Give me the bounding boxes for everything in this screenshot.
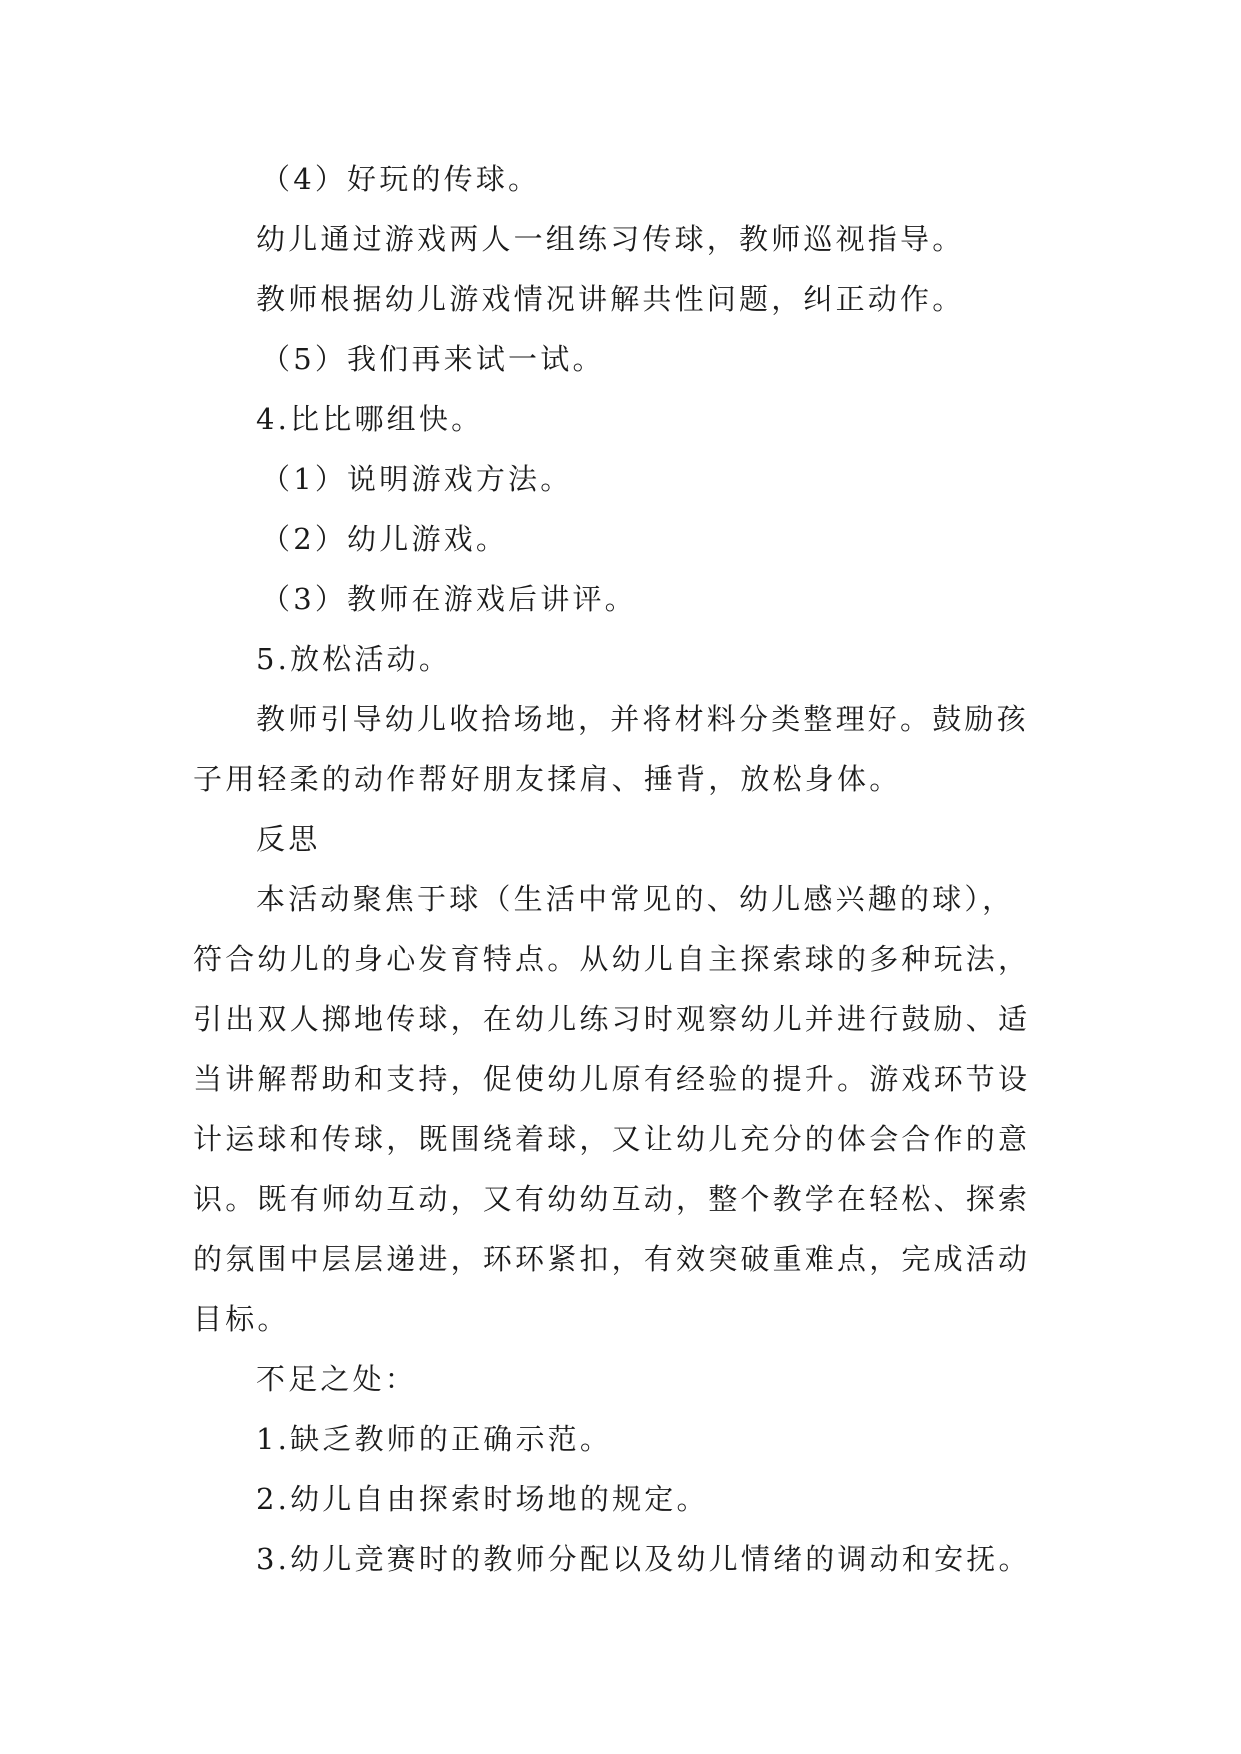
list-item: 1.缺乏教师的正确示范。 bbox=[256, 1422, 613, 1456]
section-heading: 4.比比哪组快。 bbox=[256, 402, 484, 436]
subsection-heading: （4）好玩的传球。 bbox=[261, 162, 541, 196]
paragraph-line: 教师引导幼儿收拾场地，并将材料分类整理好。鼓励孩 bbox=[256, 702, 1029, 736]
paragraph-line: 识。既有师幼互动，又有幼幼互动，整个教学在轻松、探索 bbox=[193, 1182, 1031, 1216]
paragraph-line: 子用轻柔的动作帮好朋友揉肩、捶背，放松身体。 bbox=[193, 762, 902, 796]
paragraph-line: 本活动聚焦于球（生活中常见的、幼儿感兴趣的球）， bbox=[256, 882, 1015, 916]
paragraph-line: 符合幼儿的身心发育特点。从幼儿自主探索球的多种玩法， bbox=[193, 942, 1031, 976]
shortcomings-heading: 不足之处： bbox=[256, 1362, 418, 1396]
paragraph-line: 当讲解帮助和支持，促使幼儿原有经验的提升。游戏环节设 bbox=[193, 1062, 1031, 1096]
paragraph-line: 幼儿通过游戏两人一组练习传球，教师巡视指导。 bbox=[256, 222, 965, 256]
list-item: （1）说明游戏方法。 bbox=[261, 462, 573, 496]
paragraph-line: 目标。 bbox=[193, 1302, 290, 1336]
list-item: （2）幼儿游戏。 bbox=[261, 522, 509, 556]
subsection-heading: （5）我们再来试一试。 bbox=[261, 342, 605, 376]
paragraph-line: 计运球和传球，既围绕着球，又让幼儿充分的体会合作的意 bbox=[193, 1122, 1031, 1156]
list-item: （3）教师在游戏后讲评。 bbox=[261, 582, 637, 616]
paragraph-line: 的氛围中层层递进，环环紧扣，有效突破重难点，完成活动 bbox=[193, 1242, 1031, 1276]
reflection-heading: 反思 bbox=[256, 822, 321, 856]
paragraph-line: 引出双人掷地传球，在幼儿练习时观察幼儿并进行鼓励、适 bbox=[193, 1002, 1031, 1036]
list-item: 3.幼儿竞赛时的教师分配以及幼儿情绪的调动和安抚。 bbox=[256, 1542, 1031, 1576]
paragraph-line: 教师根据幼儿游戏情况讲解共性问题，纠正动作。 bbox=[256, 282, 965, 316]
list-item: 2.幼儿自由探索时场地的规定。 bbox=[256, 1482, 709, 1516]
section-heading: 5.放松活动。 bbox=[256, 642, 452, 676]
